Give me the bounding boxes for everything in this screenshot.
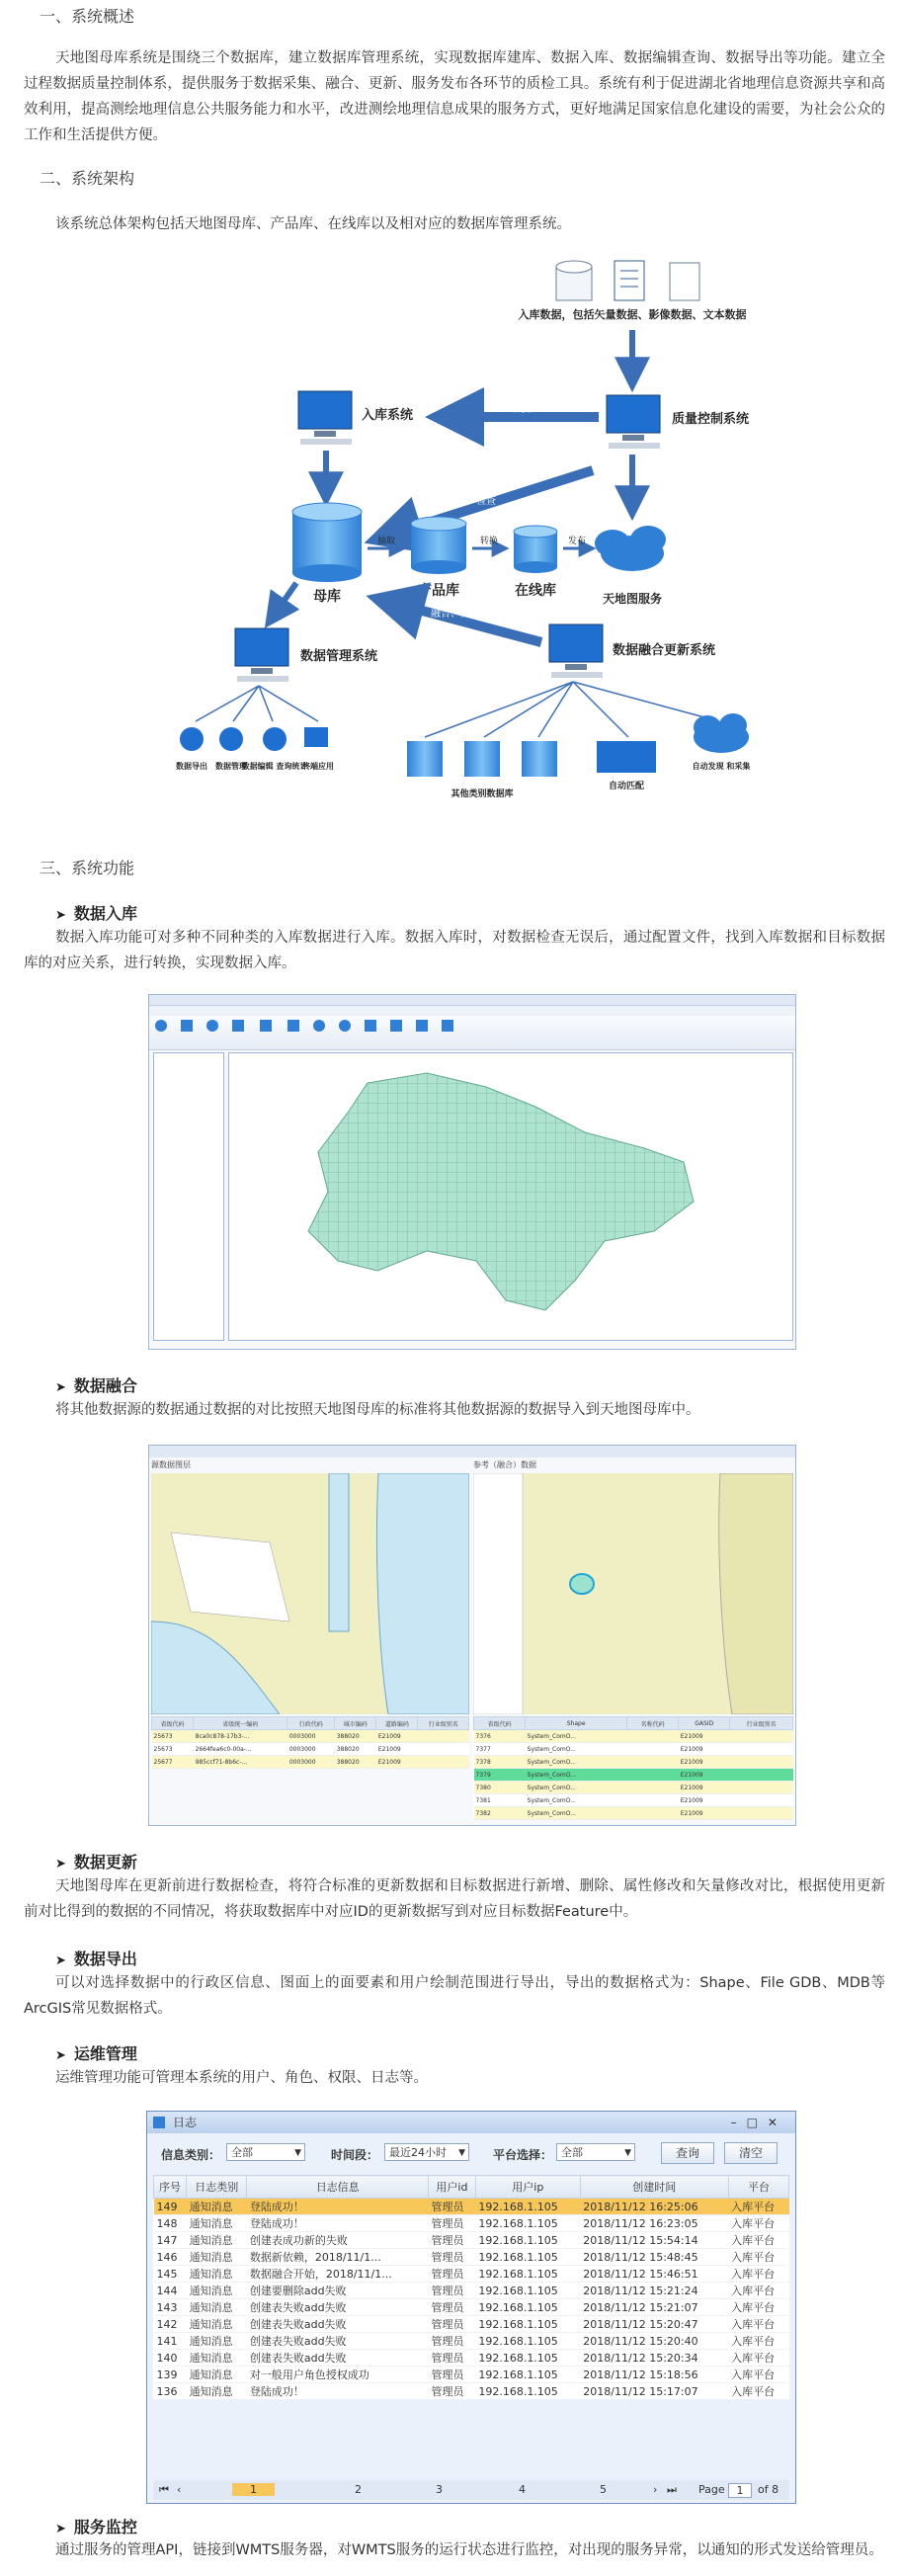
attribute-cell: System_ComO... [526,1769,627,1782]
quality-control-computer-icon [607,395,660,449]
chevron-right-icon: ➤ [55,2522,66,2536]
check-arrow-label: 检查 [476,496,496,507]
ops-text: 运维管理功能可管理本系统的用户、角色、权限、日志等。 [55,2070,428,2086]
master-db-label: 母库 [313,589,341,605]
attribute-cell: System_ComO... [526,1730,627,1743]
attribute-cell [730,1807,793,1820]
attribute-column-header[interactable]: 省级代码 [474,1717,526,1730]
log-cell: 通知消息 [187,2367,247,2383]
attribute-cell [627,1756,679,1769]
log-cell: 数据新依赖，2018/11/1... [247,2249,429,2266]
log-cell: 入库平台 [728,2199,788,2215]
attribute-column-header[interactable]: 行业级别名 [418,1717,469,1730]
log-table-row[interactable] [154,2232,789,2249]
fusion-title [55,1373,137,1396]
log-cell: 192.168.1.105 [475,2316,580,2333]
attribute-cell [627,1807,679,1820]
log-window-title: 日志 [173,2116,198,2129]
log-cell: 管理员 [429,2383,476,2400]
terminal-icon [304,727,328,747]
source-data-label: 入库数据，包括矢量数据、影像数据、文本数据 [518,308,747,321]
log-cell: 创建表失败add失败 [247,2350,429,2367]
attribute-column-header[interactable]: GASID [679,1717,730,1730]
attribute-cell: 7381 [474,1794,526,1807]
log-cell: 数据融合开始，2018/11/1... [247,2266,429,2283]
product-db-icon [411,517,466,574]
log-cell: 通知消息 [187,2249,247,2266]
filter-type-select[interactable] [226,2143,305,2161]
export-text: 可以对选择数据中的行政区信息、图面上的面要素和用户绘制范围进行导出，导出的数据格式为：Shape、File GDB、MDB等ArcGIS常见数据格式。 [24,1975,885,2017]
app-icon [153,2117,165,2128]
filter-time-select[interactable] [384,2143,469,2161]
attribute-row[interactable] [474,1730,793,1743]
attribute-cell: E21009 [679,1794,730,1807]
attribute-cell: 7382 [474,1807,526,1820]
attribute-column-header[interactable]: 省级代码 [152,1717,194,1730]
log-pager [153,2480,789,2500]
attribute-column-header[interactable]: Shape [526,1717,627,1730]
attribute-cell [730,1782,793,1794]
architecture-text: 该系统总体架构包括天地图母库、产品库、在线库以及相对应的数据库管理系统。 [55,216,571,232]
log-column-header[interactable]: 日志信息 [247,2176,429,2199]
log-cell: 192.168.1.105 [475,2249,580,2266]
log-column-header[interactable]: 日志类别 [187,2176,247,2199]
log-cell: 2018/11/12 15:18:56 [580,2367,728,2383]
query-button[interactable]: 查询 [661,2142,714,2164]
filter-type-value: 全部 [231,2146,253,2159]
window-controls[interactable]: –□✕ [730,2116,787,2129]
attribute-cell [627,1769,679,1782]
export-icon [180,727,204,751]
log-cell: 2018/11/12 15:21:24 [580,2283,728,2299]
chevron-right-icon: ➤ [55,1857,66,1871]
log-cell: 登陆成功！ [247,2199,429,2215]
monitor-title [55,2515,137,2537]
log-cell: 通知消息 [187,2333,247,2350]
attribute-cell: E21009 [376,1730,418,1743]
log-cell: 2018/11/12 15:20:34 [580,2350,728,2367]
filter-platform-value: 全部 [561,2146,583,2159]
attribute-cell [730,1743,793,1756]
log-cell: 2018/11/12 16:25:06 [580,2199,728,2215]
attribute-cell: 7376 [474,1730,526,1743]
update-title [55,1850,137,1872]
product-db-label: 产品库 [418,583,459,599]
log-cell: 入库平台 [728,2316,788,2333]
update-text: 天地图母库在更新前进行数据检查，将符合标准的更新数据和目标数据进行新增、删除、属性修改和矢量修改对比，根据使用更新前对比得到的数据的不同情况，将获取数据库中对应ID的更新数据写到对应目标数据Feature中。 [24,1878,885,1920]
attribute-cell [627,1730,679,1743]
pager-page[interactable]: 5 [600,2483,607,2496]
attribute-cell: 25677 [152,1756,194,1769]
attribute-cell: E21009 [679,1743,730,1756]
log-cell: 通知消息 [187,2215,247,2232]
log-cell: 2018/11/12 15:46:51 [580,2266,728,2283]
attribute-cell: E21009 [376,1743,418,1756]
log-cell: 登陆成功！ [247,2215,429,2232]
log-cell: 146 [154,2249,187,2266]
log-table-row[interactable] [154,2266,789,2283]
attribute-cell [730,1730,793,1743]
attribute-cell: E21009 [679,1807,730,1820]
log-cell: 139 [154,2367,187,2383]
next-page-icon[interactable]: › [653,2483,658,2496]
attribute-row[interactable] [474,1782,793,1794]
log-cell: 入库平台 [728,2383,788,2400]
architecture-heading: 二、系统架构 [40,169,135,188]
attribute-cell: 7377 [474,1743,526,1756]
log-cell: 142 [154,2316,187,2333]
log-window-titlebar [147,2112,795,2133]
attribute-cell: 388020 [335,1756,376,1769]
filter-time-value: 最近24小时 [389,2146,447,2159]
pager-page[interactable]: 4 [519,2483,526,2496]
pager-page[interactable]: 2 [355,2483,362,2496]
log-column-header[interactable]: 用户ip [475,2176,580,2199]
log-cell: 入库平台 [728,2266,788,2283]
log-cell: 144 [154,2283,187,2299]
right-pane-title: 参考（融合）数据 [473,1460,536,1469]
attribute-cell [418,1756,469,1769]
attribute-column-header[interactable]: 省级统一编码 [194,1717,287,1730]
log-cell: 通知消息 [187,2383,247,2400]
ingest-arrow-label: 入库 [514,404,533,415]
fusion-app-screenshot [148,1445,796,1826]
data-mgmt-computer-icon [235,628,288,682]
attribute-cell: 25673 [152,1730,194,1743]
auto-match-icon [597,741,656,773]
log-cell: 2018/11/12 15:54:14 [580,2232,728,2249]
log-cell: 入库平台 [728,2299,788,2316]
ingest-title-text: 数据入库 [73,904,137,923]
log-cell: 192.168.1.105 [475,2266,580,2283]
monitor-title-text: 服务监控 [73,2518,137,2536]
log-column-header[interactable]: 序号 [154,2176,187,2199]
log-cell: 通知消息 [187,2199,247,2215]
master-db-icon [292,503,362,582]
log-cell: 管理员 [429,2232,476,2249]
log-table-row[interactable] [154,2283,789,2299]
manage-icon [219,727,243,751]
attribute-cell: 0003000 [287,1743,335,1756]
log-cell: 192.168.1.105 [475,2383,580,2400]
log-cell: 通知消息 [187,2232,247,2249]
architecture-diagram [0,247,901,810]
ingest-system-computer-icon [298,391,352,445]
attribute-cell [418,1743,469,1756]
attribute-cell: 388020 [335,1730,376,1743]
source-doc-icon [614,261,644,300]
log-cell: 2018/11/12 15:21:07 [580,2299,728,2316]
log-cell: 通知消息 [187,2316,247,2333]
online-db-icon [514,526,557,573]
log-table-row[interactable] [154,2350,789,2367]
chevron-right-icon: ➤ [55,2048,66,2063]
log-cell: 141 [154,2333,187,2350]
fusion-child-label: 自动发现 和采集 [692,762,751,771]
log-cell: 2018/11/12 16:23:05 [580,2215,728,2232]
attribute-cell [730,1794,793,1807]
chevron-down-icon: ▼ [458,2148,465,2158]
attribute-cell: 2664fea6c0-00a-... [194,1743,287,1756]
mgmt-child-label: 数据编辑 查询统计 [241,762,308,771]
attribute-row[interactable] [474,1807,793,1820]
mgmt-child-label: 数据导出 [176,762,207,771]
log-table-row[interactable] [154,2299,789,2316]
log-table-row[interactable] [154,2215,789,2232]
clear-button[interactable]: 清空 [724,2142,778,2164]
ingest-app-screenshot [148,994,796,1350]
attribute-cell: E21009 [679,1756,730,1769]
log-table-row[interactable] [154,2367,789,2383]
pager-page[interactable]: 3 [436,2483,443,2496]
fusion-computer-icon [549,624,603,678]
log-cell: 创建要删除add失败 [247,2283,429,2299]
log-cell: 192.168.1.105 [475,2333,580,2350]
export-title-text: 数据导出 [73,1950,137,1968]
attribute-cell: 985ccf71-8b6c-... [194,1756,287,1769]
log-cell: 管理员 [429,2333,476,2350]
attribute-row[interactable] [474,1743,793,1756]
attribute-cell: 7379 [474,1769,526,1782]
attribute-cell: 388020 [335,1743,376,1756]
attribute-column-header[interactable]: 道路编码 [376,1717,418,1730]
attribute-cell: E21009 [376,1756,418,1769]
log-cell: 149 [154,2199,187,2215]
log-cell: 147 [154,2232,187,2249]
log-cell: 通知消息 [187,2266,247,2283]
log-cell: 2018/11/12 15:20:40 [580,2333,728,2350]
log-cell: 192.168.1.105 [475,2350,580,2367]
attribute-row[interactable] [474,1756,793,1769]
attribute-row[interactable] [474,1769,793,1782]
layer-tree-panel [153,1052,224,1341]
attribute-cell: 8ca0c878-17b3-... [194,1730,287,1743]
ops-title [55,2041,137,2064]
fusion-title-text: 数据融合 [73,1376,137,1395]
log-cell: 通知消息 [187,2299,247,2316]
log-cell: 140 [154,2350,187,2367]
fusion-child-label: 自动匹配 [608,782,645,791]
attribute-row[interactable] [152,1730,469,1743]
right-attribute-table [473,1716,793,1820]
log-filters [147,2133,795,2173]
attribute-cell: System_ComO... [526,1756,627,1769]
auto-discover-cloud-icon [694,713,749,753]
log-cell: 145 [154,2266,187,2283]
log-cell: 管理员 [429,2283,476,2299]
attribute-cell: 7380 [474,1782,526,1794]
right-map-pane [473,1473,793,1714]
log-cell: 192.168.1.105 [475,2367,580,2383]
log-column-header[interactable]: 用户id [429,2176,476,2199]
data-mgmt-system-label: 数据管理系统 [300,649,378,664]
attribute-cell: System_ComO... [526,1782,627,1794]
log-cell: 创建表失败add失败 [247,2316,429,2333]
ingest-text: 数据入库功能可对多种不同种类的入库数据进行入库。数据入库时，对数据检查无误后，通过配置文件，找到入库数据和目标数据库的对应关系，进行转换，实现数据入库。 [24,930,885,971]
log-cell: 148 [154,2215,187,2232]
overview-heading: 一、系统概述 [40,7,135,26]
log-cell: 入库平台 [728,2333,788,2350]
log-cell: 192.168.1.105 [475,2232,580,2249]
extract-label: 抽取 [377,537,396,546]
functions-heading: 三、系统功能 [40,859,135,877]
log-table-row[interactable] [154,2249,789,2266]
log-cell: 192.168.1.105 [475,2199,580,2215]
attribute-cell [627,1743,679,1756]
source-db-icon [556,261,592,300]
log-cell: 管理员 [429,2367,476,2383]
ops-title-text: 运维管理 [73,2044,137,2063]
log-cell: 管理员 [429,2266,476,2283]
last-page-icon[interactable]: ⏭ [667,2483,677,2496]
log-cell: 入库平台 [728,2232,788,2249]
attribute-row[interactable] [152,1743,469,1756]
tianditu-service-label: 天地图服务 [602,592,663,606]
attribute-cell [627,1794,679,1807]
log-cell: 入库平台 [728,2215,788,2232]
attribute-column-header[interactable]: 行业级别名 [730,1717,793,1730]
attribute-cell: System_ComO... [526,1807,627,1820]
log-cell: 192.168.1.105 [475,2215,580,2232]
log-cell: 对一般用户角色授权成功 [247,2367,429,2383]
other-db-icons [407,741,557,777]
attribute-cell: E21009 [679,1730,730,1743]
attribute-cell [418,1730,469,1743]
ribbon-toolbar [149,1016,795,1050]
attribute-cell [730,1769,793,1782]
log-cell: 管理员 [429,2249,476,2266]
ingest-system-label: 入库系统 [362,408,414,423]
fusion-child-label: 其他类别数据库 [450,789,514,799]
source-page-icon [670,263,699,300]
log-cell: 192.168.1.105 [475,2283,580,2299]
chevron-down-icon: ▼ [624,2148,631,2158]
monitor-text: 通过服务的管理API，链接到WMTS服务器，对WMTS服务的运行状态进行监控，对出现的服务异常，以通知的形式发送给管理员。 [55,2542,883,2558]
mgmt-child-label: 数据管理 [215,762,247,771]
update-title-text: 数据更新 [73,1853,137,1871]
fusion-text: 将其他数据源的数据通过数据的对比按照天地图母库的标准将其他数据源的数据导入到天地图母库中。 [55,1402,700,1418]
attribute-cell: System_ComO... [526,1794,627,1807]
chevron-down-icon: ▼ [294,2148,301,2158]
log-window [146,2111,796,2504]
pager-total: of 8 [758,2483,779,2496]
attribute-cell [627,1782,679,1794]
log-cell: 通知消息 [187,2283,247,2299]
attribute-row[interactable] [152,1756,469,1769]
log-table-row[interactable] [154,2383,789,2400]
attribute-cell [730,1756,793,1769]
log-cell: 创建表成功新的失败 [247,2232,429,2249]
pager-label: Page [698,2483,725,2496]
prev-page-icon[interactable]: ‹ [177,2483,182,2496]
pager-input[interactable]: 1 [728,2483,752,2498]
log-cell: 2018/11/12 15:20:47 [580,2316,728,2333]
attribute-cell: 25673 [152,1743,194,1756]
attribute-row[interactable] [474,1794,793,1807]
log-cell: 入库平台 [728,2283,788,2299]
overview-text: 天地图母库系统是围绕三个数据库，建立数据库管理系统，实现数据库建库、数据入库、数据编辑查询、数据导出等功能。建立全过程数据质量控制体系，提供服务于数据采集、融合、更新、服务发布各环节的质检工具。系统有利于促进湖北省地理信息资源共享和高效利用，提高测绘地理信息公共服务能力和水平，改进测绘地理信息成果的服务方式，更好地满足国家信息化建设的需要，为社会公众的工作和生活提供方便。 [24,50,885,143]
attribute-column-header[interactable]: 名称代码 [627,1717,679,1730]
log-cell: 管理员 [429,2215,476,2232]
log-cell: 通知消息 [187,2350,247,2367]
log-cell: 创建表失败add失败 [247,2299,429,2316]
first-page-icon[interactable]: ⏮ [159,2483,169,2496]
map-canvas [228,1052,793,1341]
log-cell: 143 [154,2299,187,2316]
attribute-cell: 0003000 [287,1730,335,1743]
attribute-cell: E21009 [679,1782,730,1794]
log-cell: 136 [154,2383,187,2400]
publish-label: 发布 [568,537,587,546]
log-cell: 管理员 [429,2199,476,2215]
log-cell: 登陆成功！ [247,2383,429,2400]
attribute-cell: 7378 [474,1756,526,1769]
mgmt-child-label: 终端应用 [302,762,334,771]
log-table [153,2175,789,2400]
log-cell: 入库平台 [728,2367,788,2383]
filter-platform-label: 平台选择： [493,2148,553,2162]
pager-page[interactable]: 1 [232,2483,275,2496]
chevron-right-icon: ➤ [55,1380,66,1395]
filter-type-label: 信息类别： [161,2148,221,2162]
log-cell: 入库平台 [728,2249,788,2266]
export-title [55,1947,137,1969]
log-cell: 创建表失败add失败 [247,2333,429,2350]
attribute-cell: E21009 [679,1769,730,1782]
ingest-title [55,901,137,924]
log-cell: 192.168.1.105 [475,2299,580,2316]
log-table-row[interactable] [154,2316,789,2333]
log-cell: 管理员 [429,2299,476,2316]
log-table-row[interactable] [154,2199,789,2215]
quality-control-label: 质量控制系统 [672,412,750,427]
attribute-cell: 0003000 [287,1756,335,1769]
log-cell: 管理员 [429,2316,476,2333]
chevron-right-icon: ➤ [55,908,66,923]
log-cell: 2018/11/12 15:17:07 [580,2383,728,2400]
filter-time-label: 时间段： [331,2148,379,2162]
convert-label: 转换 [480,537,499,546]
attribute-column-header[interactable]: 城市编码 [335,1717,376,1730]
log-column-header[interactable]: 创建时间 [580,2176,728,2199]
log-column-header[interactable]: 平台 [728,2176,788,2199]
attribute-cell: System_ComO... [526,1743,627,1756]
log-cell: 管理员 [429,2350,476,2367]
cloud-icon [595,526,666,571]
log-cell: 2018/11/12 15:48:45 [580,2249,728,2266]
fusion-arrow-label: 融合、更新 [431,609,480,620]
log-table-row[interactable] [154,2333,789,2350]
fusion-system-label: 数据融合更新系统 [613,643,716,658]
left-attribute-table [151,1716,469,1769]
attribute-column-header[interactable]: 行政代码 [287,1717,335,1730]
filter-platform-select[interactable] [556,2143,635,2161]
chevron-right-icon: ➤ [55,1953,66,1968]
query-icon [263,727,287,751]
log-cell: 入库平台 [728,2350,788,2367]
left-map-pane [151,1473,469,1714]
left-pane-title: 源数据图层 [151,1460,191,1469]
online-db-label: 在线库 [515,583,556,599]
